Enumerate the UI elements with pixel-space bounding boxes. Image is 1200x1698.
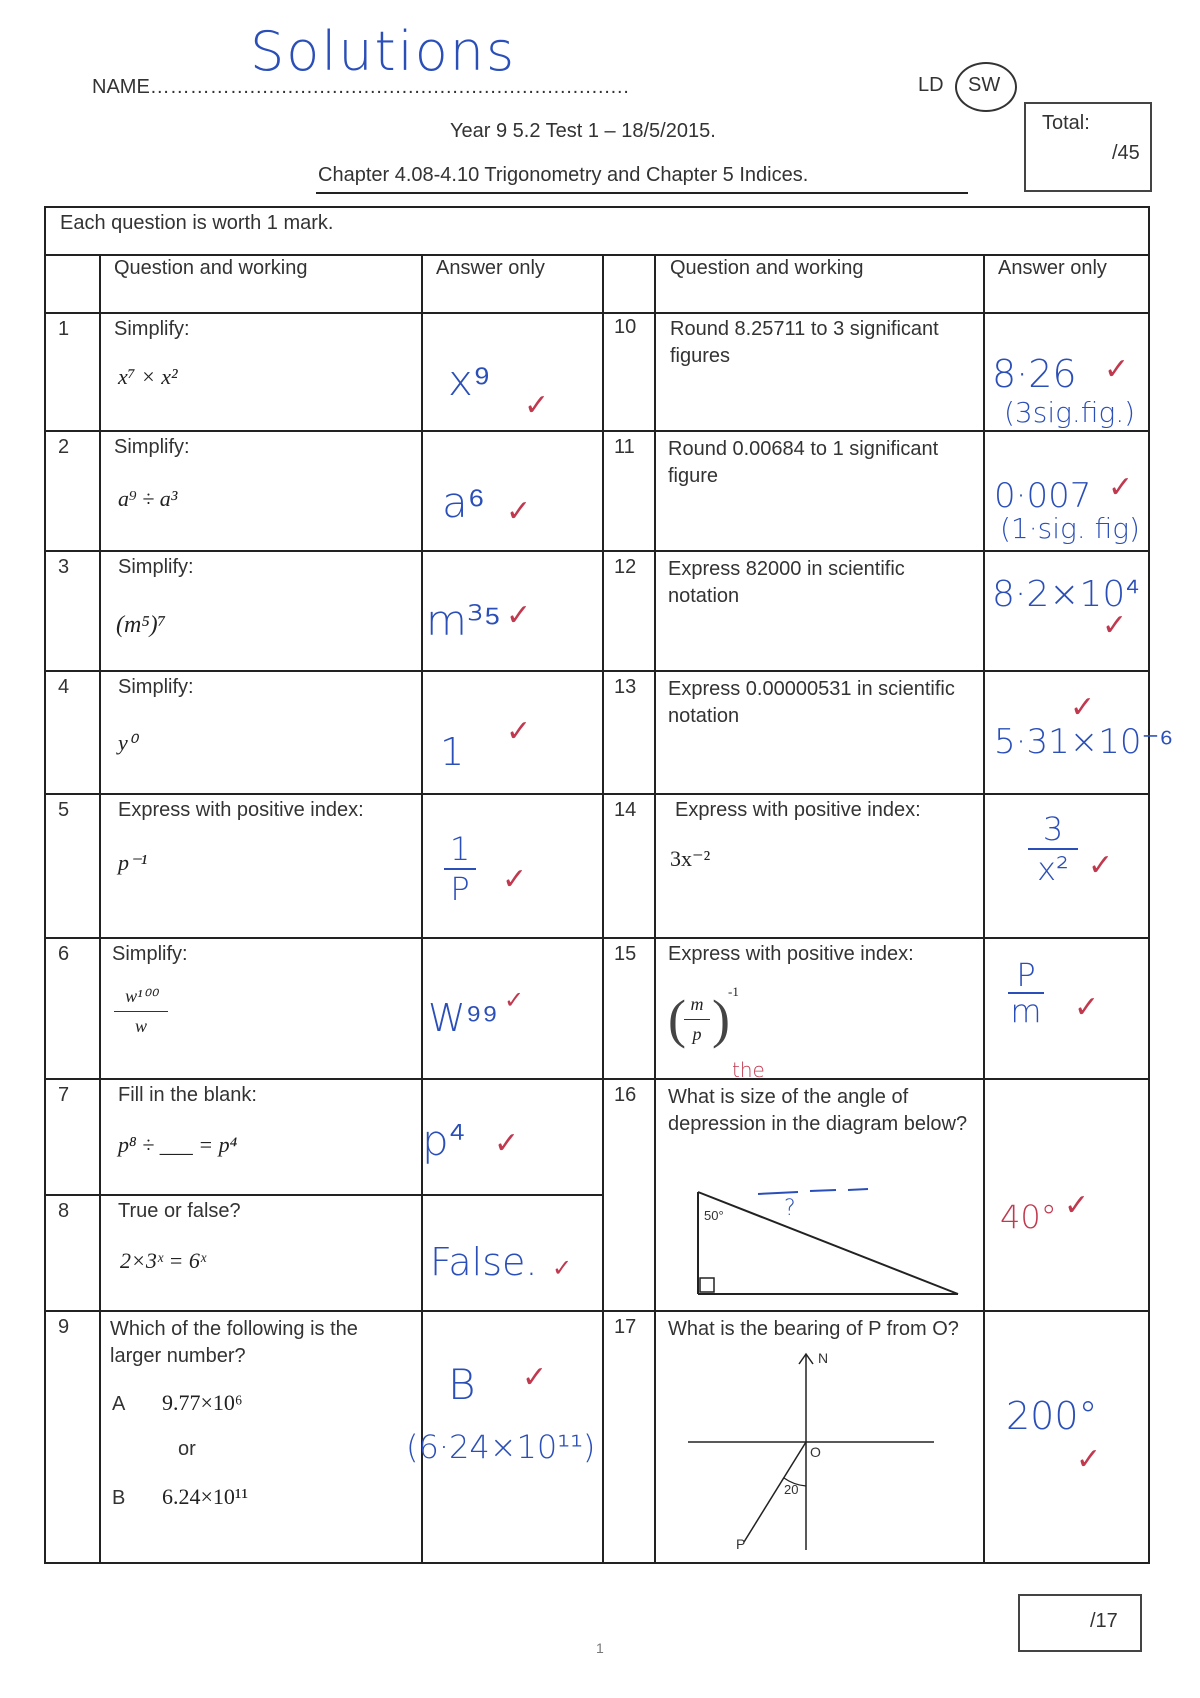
question-number: 9 [58,1316,70,1338]
question-expression: p⁸ ÷ ___ = p⁴ [118,1132,238,1157]
question-expression: 2×3ˣ = 6ˣ [120,1248,207,1273]
answer-handwritten: m³⁵ [426,596,502,645]
question-number: 13 [614,676,637,698]
option-b-value: 6.24×10¹¹ [162,1484,249,1509]
answer-handwritten: p⁴ [422,1116,466,1165]
answer-handwritten: W⁹⁹ [428,996,499,1040]
col-header-question-right: Question and working [670,257,864,279]
subtitle-underline [316,192,968,194]
check-mark: ✓ [502,862,528,897]
answer-fraction [1006,956,1046,1030]
answer-numerator: P [1016,956,1036,994]
question-prompt: Simplify: [118,676,194,698]
question-expression: ( m p ) -1 [668,984,739,1049]
question-prompt: True or false? [118,1200,241,1222]
question-expression: a⁹ ÷ a³ [118,486,178,511]
check-mark: ✓ [1064,1188,1090,1223]
question-expression: x⁷ × x² [118,364,178,389]
answer-numerator: 3 [1042,810,1064,848]
question-number: 16 [614,1084,637,1106]
question-prompt: Simplify: [114,318,190,340]
check-mark: ✓ [506,598,532,633]
check-mark: ✓ [1102,608,1128,643]
question-prompt: Express 82000 in scientific notation [668,558,905,607]
answer-note: (1·sig. fig) [1000,512,1140,545]
answer-numerator: 1 [449,830,471,868]
total-value: /45 [1112,142,1140,164]
col-header-answer-right: Answer only [998,257,1107,279]
check-mark: ✓ [1074,990,1100,1025]
question-prompt: What is size of the angle of depression in the diagram below? [668,1086,968,1135]
question-prompt: Simplify: [118,556,194,578]
question-prompt: Which of the following is the larger number? [110,1318,358,1367]
name-value: Solutions [250,20,517,83]
question-number: 4 [58,676,70,698]
question-expression: p⁻¹ [118,850,148,875]
answer-handwritten: B [448,1360,476,1409]
question-number: 1 [58,318,70,340]
option-b-label: B [112,1487,126,1509]
answer-denominator: P [450,870,470,908]
question-fraction [114,986,168,1037]
bearing-north-label: N [818,1350,829,1366]
fraction-exponent: -1 [728,984,739,999]
check-mark: ✓ [504,986,525,1014]
table-note: Each question is worth 1 mark. [60,212,334,234]
question-number: 7 [58,1084,70,1106]
col-header-answer-left: Answer only [436,257,545,279]
check-mark: ✓ [1104,352,1130,387]
answer-handwritten: x⁹ [448,356,491,405]
answer-fraction [1026,812,1080,886]
fraction-numerator: w¹⁰⁰ [125,986,157,1006]
answer-handwritten: 0·007 [994,476,1092,516]
question-prompt: What is the bearing of P from O? [668,1318,959,1340]
answer-handwritten: False. [430,1240,538,1284]
bearing-point-label: P [736,1536,746,1552]
class-option-sw: SW [968,74,1001,96]
question-number: 11 [614,436,635,458]
check-mark: ✓ [1108,470,1134,505]
question-expression: y⁰ [118,730,137,755]
test-title: Year 9 5.2 Test 1 – 18/5/2015. [450,120,716,142]
check-mark: ✓ [494,1126,520,1161]
answer-denominator: m [1010,992,1042,1030]
test-subtitle: Chapter 4.08-4.10 Trigonometry and Chapter 5 Indices. [318,164,809,186]
question-prompt: Express with positive index: [668,943,914,965]
col-header-question-left: Question and working [114,257,308,279]
answer-note: (6·24×10¹¹) [406,1428,596,1466]
question-prompt: Express 0.00000531 in scientific notation [668,678,955,727]
fraction-denominator: w [134,1016,147,1036]
diagram-angle-label: 50° [704,1208,724,1223]
inserted-word: the [732,1058,765,1082]
answer-handwritten: a⁶ [442,478,486,527]
question-number: 2 [58,436,70,458]
answer-note: (3sig.fig.) [1004,396,1136,429]
answer-handwritten: 5·31×10⁻⁶ [994,722,1174,762]
question-prompt: Simplify: [112,943,188,965]
fraction-numerator: m [690,994,704,1014]
check-mark: ✓ [524,388,550,423]
question-number: 8 [58,1200,70,1222]
check-mark: ✓ [506,714,532,749]
question-number: 3 [58,556,70,578]
answer-handwritten: 1 [440,730,465,774]
total-box [1024,102,1152,192]
answer-handwritten: 200° [1006,1394,1098,1438]
question-prompt: Fill in the blank: [118,1084,257,1106]
question-number: 10 [614,316,637,338]
angle-depression-diagram [688,1180,968,1300]
question-prompt: Express with positive index: [675,799,921,821]
question-number: 12 [614,556,637,578]
check-mark: ✓ [506,494,532,529]
question-number: 6 [58,943,70,965]
check-mark: ✓ [1088,848,1114,883]
question-number: 15 [614,943,637,965]
option-a-value: 9.77×10⁶ [162,1390,243,1415]
question-expression: (m⁵)⁷ [116,612,167,638]
question-number: 5 [58,799,70,821]
question-prompt: Simplify: [114,436,190,458]
check-mark: ✓ [522,1360,548,1395]
question-number: 14 [614,799,637,821]
total-label: Total: [1042,112,1090,134]
bearing-angle-label: 20 [784,1482,799,1497]
class-option-ld: LD [918,74,944,96]
question-number: 17 [614,1316,637,1338]
answer-denominator: x² [1037,850,1069,888]
page-score-box [1018,1594,1142,1652]
option-or: or [178,1438,196,1460]
check-mark: ✓ [552,1254,573,1282]
answer-handwritten: 8·26 [992,352,1077,396]
page-number: 1 [596,1640,604,1656]
answer-fraction [440,832,480,906]
check-mark: ✓ [1070,690,1096,725]
name-label: NAME………………………………………………………………… [92,76,629,98]
option-a-label: A [112,1393,126,1415]
question-prompt: Round 8.25711 to 3 significant figures [670,318,939,367]
question-expression: 3x⁻² [670,846,711,871]
diagram-unknown-label: ? [784,1196,796,1221]
answer-handwritten: 8·2×10⁴ [992,574,1140,615]
answer-handwritten: 40° [1000,1198,1057,1236]
class-selection-circle [955,62,1017,112]
page-score: /17 [1090,1610,1118,1632]
check-mark: ✓ [1076,1442,1102,1477]
bearing-origin-label: O [810,1444,821,1460]
fraction-denominator: p [692,1024,702,1044]
question-prompt: Express with positive index: [118,799,364,821]
question-prompt: Round 0.00684 to 1 significant figure [668,438,939,487]
